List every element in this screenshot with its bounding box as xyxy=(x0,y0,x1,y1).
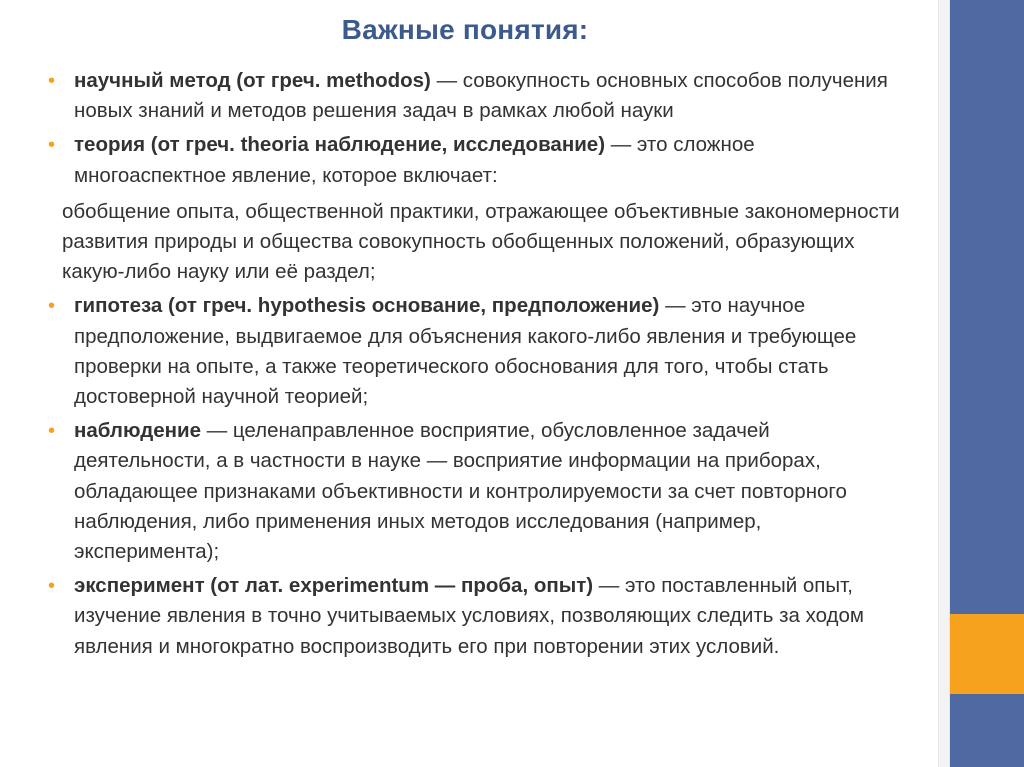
term-definition: — это научное предположение, выдвигаемое для объяснения какого-либо явления и требующее проверки на опыте, а также теоретического обоснования для того, чтобы стать достоверной научной теорией; xyxy=(74,294,857,409)
slide-content xyxy=(48,66,908,666)
side-bar-blue-top xyxy=(950,0,1024,614)
list-item-hypothesis xyxy=(48,291,908,412)
bullet-icon: • xyxy=(48,134,56,157)
side-bar-blue-bottom xyxy=(950,694,1024,767)
list-item-scientific-method xyxy=(48,66,908,126)
theory-paragraph: обобщение опыта, общественной практики, отражающее объективные закономерности развития природы и общества совокупность обобщенных положений, образующих какую-либо науку или её раздел; xyxy=(62,199,900,284)
term-label: гипотеза (от греч. hypothesis основание, предположение) xyxy=(74,294,660,318)
bullet-icon: • xyxy=(48,295,56,318)
term-definition: — это сложное многоаспектное явление, которое включает: xyxy=(74,133,755,187)
bullet-icon: • xyxy=(48,420,56,443)
list-item-observation xyxy=(48,416,908,567)
side-bar-orange-accent xyxy=(950,614,1024,694)
term-label: научный метод (от греч. methodos) xyxy=(74,69,431,92)
bullet-icon: • xyxy=(48,70,56,92)
side-divider-line xyxy=(938,0,950,767)
term-label: теория (от греч. theoria наблюдение, исследование) xyxy=(74,133,606,157)
list-item-experiment xyxy=(48,571,908,662)
list-item-theory xyxy=(48,130,908,190)
term-definition: — целенаправленное восприятие, обусловленное задачей деятельности, а в частности в науке — восприятие информации на приборах, обладающее признаками объективности и контролируемости за счет повторного наблюдения, либо применения иных методов исследования (например, эксперимента); xyxy=(74,419,847,564)
term-definition: — это поставленный опыт, изучение явления в точно учитываемых условиях, позволяющих следить за ходом явления и многократно воспроизводить его при повторении этих условий. xyxy=(74,574,865,658)
term-definition: — совокупность основных способов получения новых знаний и методов решения задач в рамках любой науки xyxy=(74,69,888,123)
term-label: наблюдение xyxy=(74,419,201,443)
term-label: эксперимент (от лат. experimentum — проба, опыт) xyxy=(74,574,594,598)
bullet-icon: • xyxy=(48,575,56,598)
slide-title: Важные понятия: xyxy=(341,14,589,45)
